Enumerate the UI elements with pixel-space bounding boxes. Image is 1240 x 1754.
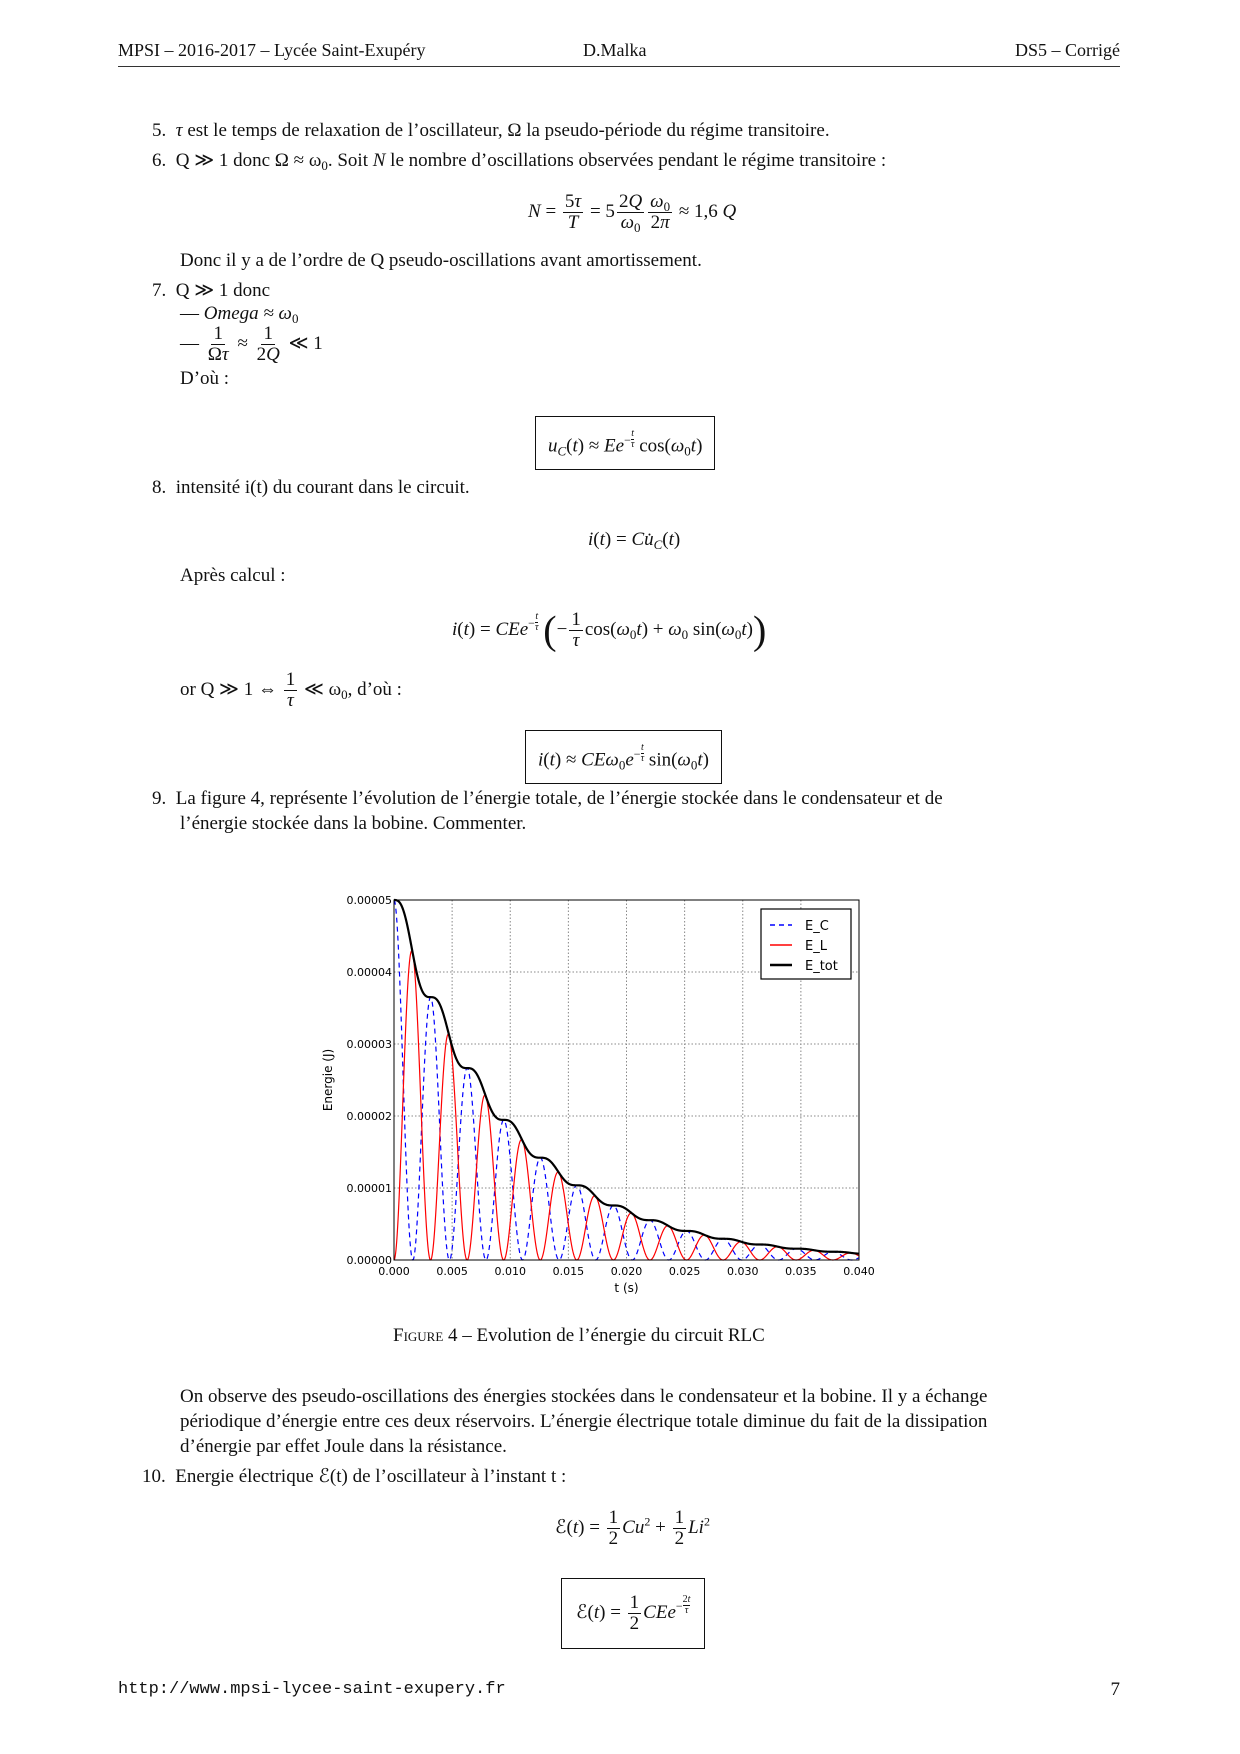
y-tick-label: 0.00002 bbox=[346, 1110, 392, 1123]
apres-calcul: Après calcul : bbox=[180, 565, 286, 586]
approx-condition: or Q ≫ 1 ⇔ $\frac{1}{\tau}$ ≪ $\omega_0$, d’où : bbox=[180, 669, 402, 711]
y-tick-label: 0.00001 bbox=[346, 1182, 392, 1195]
text: or Q ≫ 1 ⇔ bbox=[180, 678, 277, 700]
item-text: La figure 4, représente l’évolution de l’énergie totale, de l’énergie stockée dans le condensateur et de bbox=[175, 788, 943, 809]
item-7-after: D’où : bbox=[180, 368, 230, 389]
caption-text: – Evolution de l’énergie du circuit RLC bbox=[457, 1325, 765, 1346]
item-6-conclusion: Donc il y a de l’ordre de Q pseudo-oscillations avant amortissement. bbox=[180, 250, 702, 271]
x-tick-label: 0.020 bbox=[610, 1265, 643, 1278]
header-left: MPSI – 2016-2017 – Lycée Saint-Exupéry bbox=[118, 40, 426, 60]
bullet-ratio: — $\frac{1}{\Omega\tau}$ ≈ $\frac{1}{2Q}$ ≪ 1 bbox=[180, 323, 323, 365]
equation-i-full: i(t) = CEe$^{- \frac{t}{\tau}}$ (− $\frac{1}{\tau}$ $\cos(\omega_0t) + \omega_0$ $\sin(\omega_0t)$) bbox=[452, 607, 767, 653]
x-tick-label: 0.025 bbox=[668, 1265, 701, 1278]
figure-label: Figure 4 bbox=[393, 1325, 458, 1346]
footer-url[interactable]: http://www.mpsi-lycee-saint-exupery.fr bbox=[118, 1680, 506, 1699]
bullet-text: Omega ≈ ω bbox=[203, 303, 292, 324]
equation-energy: ℰ(t) = $\frac{1}{2}$ $Cu^2$ + $\frac{1}{2}$ Li$^2$ bbox=[555, 1507, 710, 1549]
item-10 bbox=[142, 1465, 566, 1488]
item-number: 10. bbox=[142, 1466, 166, 1487]
item-text: Q ≫ 1 donc Ω ≈ ω bbox=[175, 150, 322, 171]
x-tick-label: 0.040 bbox=[843, 1265, 875, 1278]
y-tick-label: 0.00000 bbox=[346, 1254, 392, 1267]
legend-label: E_L bbox=[805, 939, 827, 954]
legend-label: E_tot bbox=[805, 959, 838, 974]
y-tick-label: 0.00004 bbox=[346, 966, 392, 979]
item-number: 8. bbox=[152, 477, 167, 498]
x-tick-label: 0.010 bbox=[494, 1265, 526, 1278]
item-number: 6. bbox=[152, 150, 167, 171]
item-8 bbox=[152, 477, 470, 499]
comment-line-3: d’énergie par effet Joule dans la résistance. bbox=[180, 1436, 507, 1457]
item-5 bbox=[152, 120, 830, 142]
legend-label: E_C bbox=[805, 919, 829, 934]
bullet-omega: — Omega ≈ $\omega_0$ bbox=[180, 303, 299, 326]
series-e-l bbox=[394, 951, 859, 1260]
equation-i-def: $i(t) = Cu̇_C(t)$ bbox=[588, 529, 681, 552]
comment-line-1: On observe des pseudo-oscillations des énergies stockées dans le condensateur et la bobine. Il y a échange bbox=[180, 1386, 988, 1407]
page-number: 7 bbox=[1110, 1679, 1120, 1700]
boxed-result-uC: $u_C(t) \approx Ee^{- \frac{t}{\tau}}$ $\cos(\omega_0t)$ bbox=[535, 416, 715, 470]
y-tick-label: 0.00003 bbox=[346, 1038, 392, 1051]
energy-chart bbox=[310, 880, 890, 1300]
x-axis-label: t (s) bbox=[614, 1281, 639, 1295]
x-tick-label: 0.000 bbox=[378, 1265, 410, 1278]
equation-N: N = $\frac{5\tau}{T}$ = 5 $\frac{2Q}{\omega_0}$ $\frac{\omega_0}{2\pi}$ ≈ 1,6 Q bbox=[528, 191, 737, 235]
text: , d’où : bbox=[347, 678, 402, 700]
comment-line-2: périodique d’énergie entre ces deux réservoirs. L’énergie électrique totale diminue du fait de la dissipation bbox=[180, 1411, 988, 1432]
x-tick-label: 0.015 bbox=[552, 1265, 585, 1278]
header-right: DS5 – Corrigé bbox=[1015, 40, 1120, 60]
item-9 bbox=[152, 788, 943, 810]
x-tick-label: 0.005 bbox=[436, 1265, 468, 1278]
item-text: est le temps de relaxation de l’oscillateur, Ω la pseudo-période du régime transitoire. bbox=[182, 120, 830, 141]
header-author: D.Malka bbox=[583, 40, 647, 60]
item-7 bbox=[152, 279, 270, 302]
header-rule bbox=[118, 66, 1120, 67]
item-6: 6. Q ≫ 1 donc $\Omega \approx \omega_0$. Soit N le nombre d’oscillations observées pendant le régime transitoire : bbox=[152, 150, 887, 173]
item-text: Energie électrique ℰ(t) de l’oscillateur à l’instant t : bbox=[175, 1466, 567, 1487]
figure-caption bbox=[393, 1325, 765, 1347]
boxed-result-energy: ℰ(t) = $\frac{1}{2}$ CEe$^{- \frac{2t}{\tau}}$ bbox=[561, 1578, 705, 1649]
y-tick-label: 0.00005 bbox=[346, 894, 392, 907]
item-text: le nombre d’oscillations observées pendant le régime transitoire : bbox=[385, 150, 887, 171]
x-tick-label: 0.035 bbox=[785, 1265, 817, 1278]
math-tau: τ bbox=[175, 120, 183, 141]
bullet-text: ≪ 1 bbox=[288, 332, 323, 354]
item-text: intensité i(t) du courant dans le circuit. bbox=[175, 477, 470, 498]
text: ≪ ω bbox=[303, 678, 342, 700]
item-text: . Soit bbox=[327, 150, 373, 171]
item-number: 5. bbox=[152, 120, 167, 141]
item-text: Q ≫ 1 donc bbox=[175, 280, 271, 301]
item-number: 7. bbox=[152, 280, 167, 301]
item-number: 9. bbox=[152, 788, 167, 809]
boxed-result-i: $i(t) \approx CE\omega_0e^{- \frac{t}{\tau}}$ $\sin(\omega_0t)$ bbox=[525, 730, 722, 784]
legend bbox=[761, 909, 851, 979]
x-tick-label: 0.030 bbox=[727, 1265, 759, 1278]
y-axis-label: Energie (J) bbox=[321, 1048, 335, 1112]
math-N: N bbox=[372, 150, 386, 171]
item-9-line2: l’énergie stockée dans la bobine. Commenter. bbox=[180, 813, 527, 834]
